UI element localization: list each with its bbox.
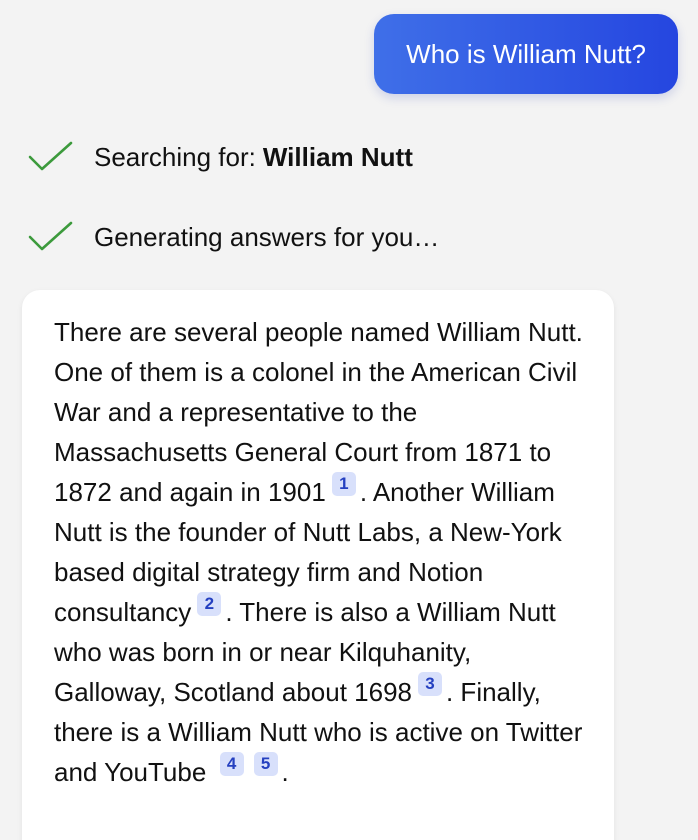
status-searching xyxy=(28,140,413,174)
checkmark-icon xyxy=(28,140,74,174)
search-term: William Nutt xyxy=(262,141,413,172)
answer-segment: . Another William Nutt is the founder of Nutt Labs, a New-York based digital strategy firm and Notion consultancy xyxy=(54,477,562,627)
user-message-bubble xyxy=(374,14,678,94)
status-generating-label: Generating answers for you… xyxy=(94,221,440,252)
user-message-text: Who is William Nutt? xyxy=(406,38,646,69)
answer-segment: There are several people named William Nutt. One of them is a colonel in the American Civil War and a representative to the Massachusetts General Court from 1871 to 1872 and again in 1901 xyxy=(54,317,583,507)
citation-badge[interactable]: 4 xyxy=(220,752,244,776)
citation-badge[interactable]: 1 xyxy=(332,472,356,496)
citation-badge[interactable]: 5 xyxy=(254,752,278,776)
citation-badge[interactable]: 2 xyxy=(197,592,221,616)
answer-segment: . Finally, there is a William Nutt who is active on Twitter and YouTube xyxy=(54,677,583,787)
status-searching-label: Searching for: xyxy=(94,141,256,172)
answer-card xyxy=(22,290,614,840)
checkmark-icon xyxy=(28,220,74,254)
answer-text xyxy=(54,312,586,792)
answer-segment: . xyxy=(281,757,289,787)
answer-segment: . There is also a William Nutt who was born in or near Kilquhanity, Galloway, Scotland about 1698 xyxy=(54,597,556,707)
citation-badge[interactable]: 3 xyxy=(418,672,442,696)
status-generating xyxy=(28,220,439,254)
